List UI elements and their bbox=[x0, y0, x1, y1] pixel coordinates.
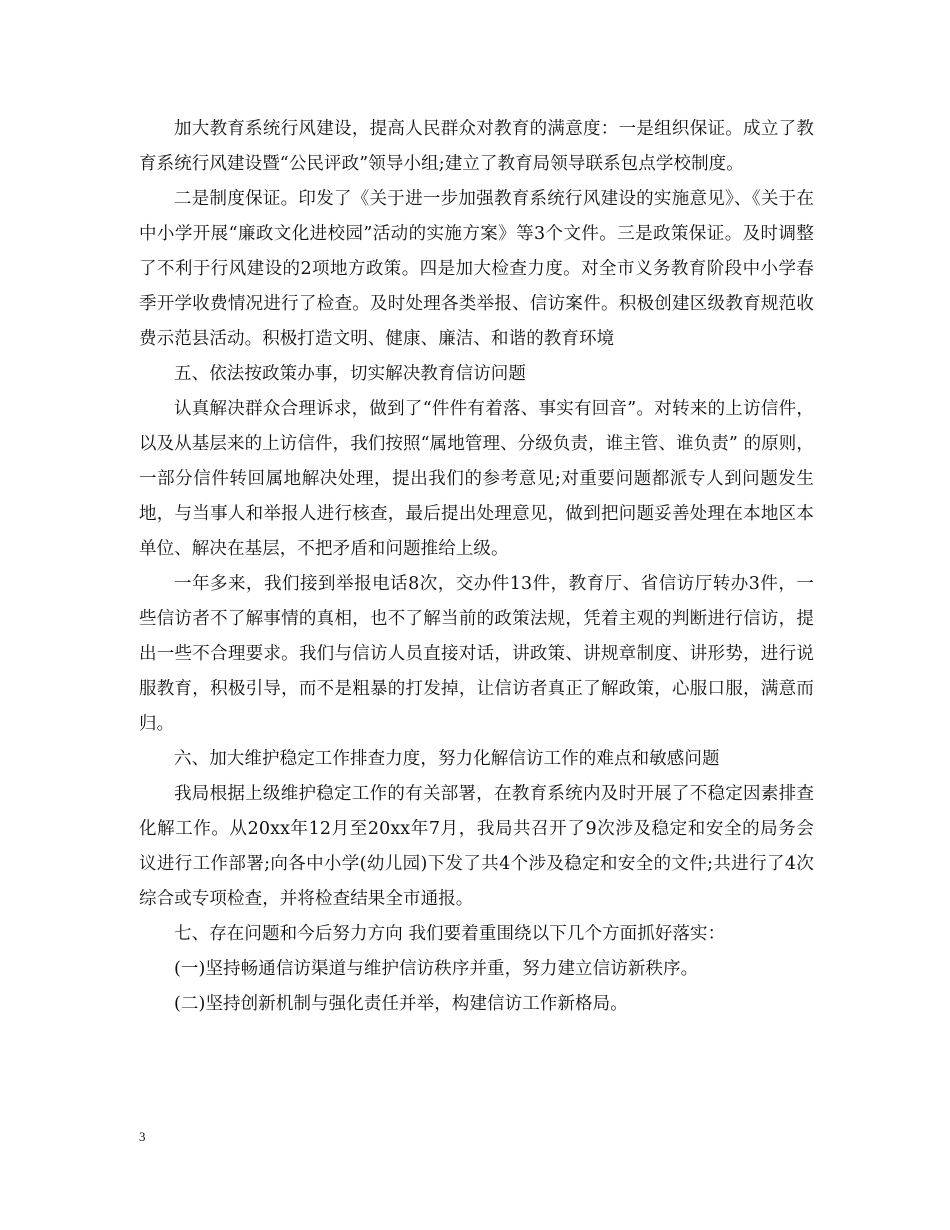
paragraph-stability-work: 我局根据上级维护稳定工作的有关部署，在教育系统内及时开展了不稳定因素排查化解工作。从20xx年12月至20xx年7月，我局共召开了9次涉及稳定和安全的局务会议进行工作部署;向各中小学(幼儿园)下发了共4个涉及稳定和安全的文件;共进行了4次综合或专项检查，并将检查结果全市通报。 bbox=[139, 784, 814, 909]
paragraph-petition-handling: 认真解决群众合理诉求，做到了“件件有着落、事实有回音”。对转来的上访信件，以及从基层来的上访信件，我们按照“属地管理、分级负责，谁主管、谁负责” 的原则，一部分信件转回属地解决处理，提出我们的参考意见;对重要问题都派专人到问题发生地，与当事人和举报人进行核查，最后提出处理意见，做到把问题妥善处理在本地区本单位、解决在基层，不把矛盾和问题推给上级。 bbox=[139, 399, 814, 559]
paragraph-institutional-guarantee: 二是制度保证。印发了《关于进一步加强教育系统行风建设的实施意见》、《关于在中小学开展“廉政文化进校园”活动的实施方案》等3个文件。三是政策保证。及时调整了不利于行风建设的2项地方政策。四是加大检查力度。对全市义务教育阶段中小学春季开学收费情况进行了检查。及时处理各类举报、信访案件。积极创建区级教育规范收费示范县活动。积极打造文明、健康、廉洁、和谐的教育环境 bbox=[139, 189, 814, 349]
list-item-1: (一)坚持畅通信访渠道与维护信访秩序并重，努力建立信访新秩序。 bbox=[174, 959, 699, 979]
section-heading-5: 五、依法按政策办事，切实解决教育信访问题 bbox=[174, 364, 526, 384]
paragraph-petition-statistics: 一年多来，我们接到举报电话8次，交办件13件，教育厅、省信访厅转办3件，一些信访者不了解事情的真相，也不了解当前的政策法规，凭着主观的判断进行信访，提出一些不合理要求。我们与信访人员直接对话，讲政策、讲规章制度、讲形势，进行说服教育，积极引导，而不是粗暴的打发掉，让信访者真正了解政策，心服口服，满意而归。 bbox=[139, 574, 814, 734]
section-heading-7: 七、存在问题和今后努力方向 我们要着重围绕以下几个方面抓好落实： bbox=[174, 924, 726, 944]
paragraph-style-conduct-measures: 加大教育系统行风建设，提高人民群众对教育的满意度：一是组织保证。成立了教育系统行风建设暨“公民评政”领导小组;建立了教育局领导联系包点学校制度。 bbox=[139, 119, 814, 174]
list-item-2: (二)坚持创新机制与强化责任并举，构建信访工作新格局。 bbox=[174, 994, 628, 1014]
page-number: 3 bbox=[139, 1129, 146, 1144]
body-text bbox=[139, 112, 814, 1022]
section-heading-6: 六、加大维护稳定工作排查力度，努力化解信访工作的难点和敏感问题 bbox=[174, 749, 720, 769]
